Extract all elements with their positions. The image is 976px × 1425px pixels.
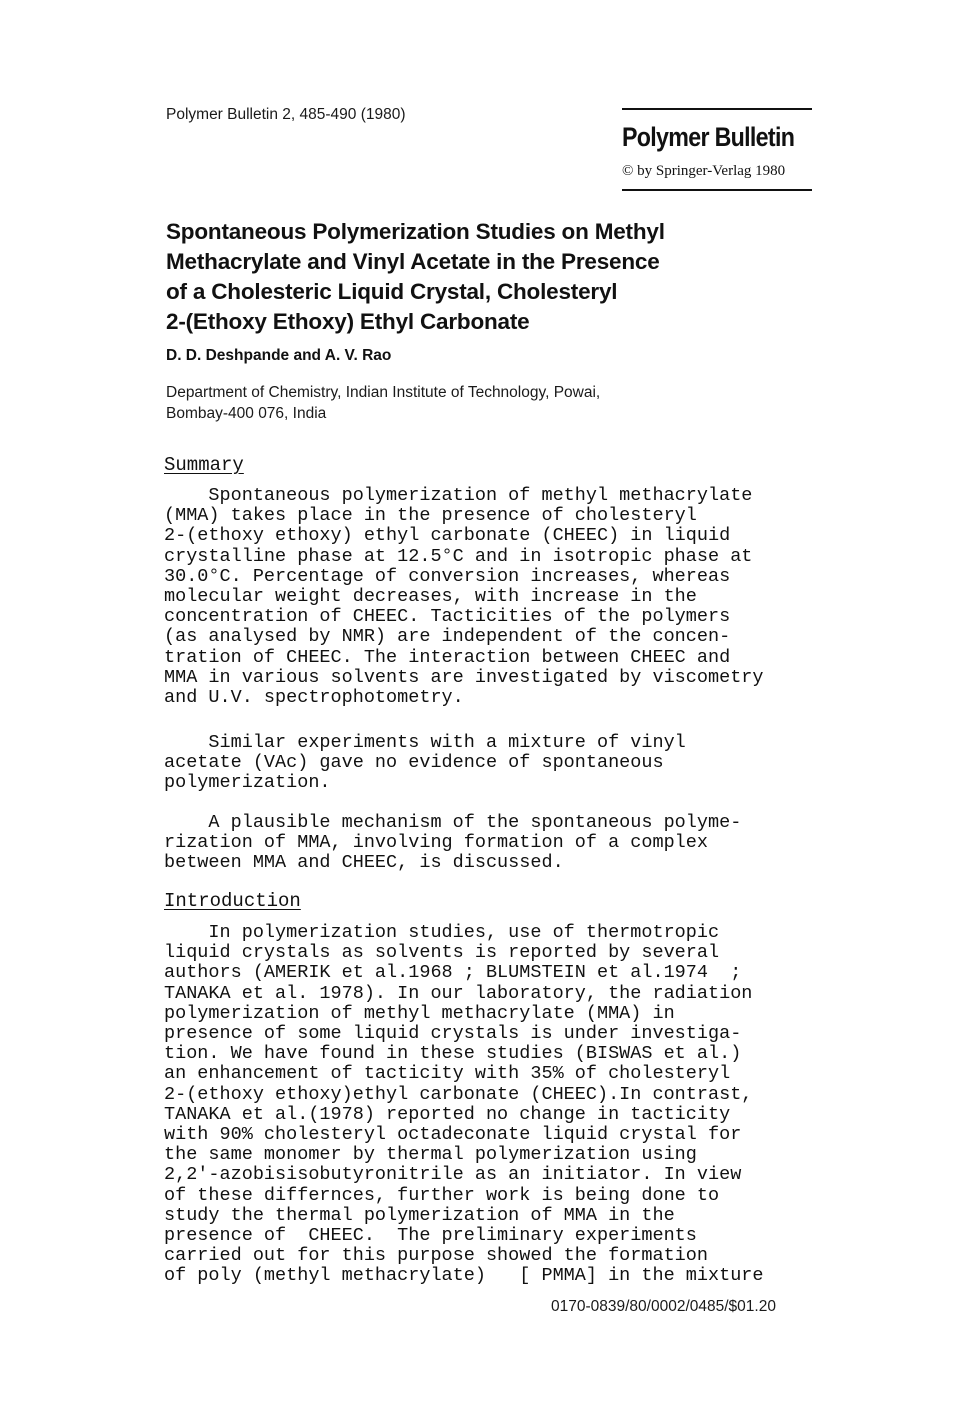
text-line: 2-(ethoxy ethoxy)ethyl carbonate (CHEEC).In contrast, [164, 1083, 753, 1105]
text-line: of poly (methyl methacrylate) [ PMMA] in the mixture [164, 1265, 764, 1287]
affiliation-line: Bombay-400 076, India [166, 405, 327, 422]
text-line: polymerization. [164, 772, 331, 794]
text-line: TANAKA et al.(1978) reported no change in tacticity [164, 1103, 731, 1125]
summary-heading: Summary [164, 454, 244, 476]
article-code: 0170-0839/80/0002/0485/$01.20 [551, 1298, 776, 1315]
author-affiliation [166, 382, 600, 424]
text-line: Similar experiments with a mixture of vinyl [164, 732, 686, 753]
summary-paragraph [164, 733, 686, 794]
text-line: authors (AMERIK et al.1968 ; BLUMSTEIN et al.1974 ; [164, 962, 742, 984]
journal-citation: Polymer Bulletin 2, 485-490 (1980) [166, 106, 406, 123]
text-line: In polymerization studies, use of thermotropic [164, 922, 720, 943]
text-line: 2,2'-azobisisobutyronitrile as an initiator. In view [164, 1164, 742, 1186]
journal-name: Polymer Bulletin [622, 122, 795, 152]
masthead-bottom-rule [622, 189, 812, 191]
text-line: rization of MMA, involving formation of a complex [164, 832, 708, 854]
text-line: 2-(ethoxy ethoxy) ethyl carbonate (CHEEC) in liquid [164, 525, 731, 547]
text-line: 30.0°C. Percentage of conversion increases, whereas [164, 565, 731, 587]
article-title [166, 217, 806, 337]
title-line: Methacrylate and Vinyl Acetate in the Presence [166, 249, 660, 274]
text-line: an enhancement of tacticity with 35% of cholesteryl [164, 1063, 731, 1085]
text-line: tion. We have found in these studies (BISWAS et al.) [164, 1043, 742, 1065]
text-line: polymerization of methyl methacrylate (MMA) in [164, 1002, 675, 1024]
text-line: tration of CHEEC. The interaction between CHEEC and [164, 646, 731, 668]
summary-paragraph [164, 486, 764, 708]
text-line: molecular weight decreases, with increase in the [164, 586, 697, 608]
title-line: of a Cholesteric Liquid Crystal, Cholesteryl [166, 279, 618, 304]
introduction-heading: Introduction [164, 890, 301, 912]
text-line: presence of some liquid crystals is under investiga- [164, 1023, 742, 1045]
text-line: TANAKA et al. 1978). In our laboratory, the radiation [164, 982, 753, 1004]
text-line: (as analysed by NMR) are independent of the concen- [164, 626, 731, 648]
text-line: between MMA and CHEEC, is discussed. [164, 852, 564, 874]
summary-paragraph [164, 813, 741, 874]
title-line: 2-(Ethoxy Ethoxy) Ethyl Carbonate [166, 309, 530, 334]
text-line: of these differnces, further work is being done to [164, 1184, 720, 1206]
introduction-paragraph [164, 923, 764, 1287]
text-line: with 90% cholesteryl octadeconate liquid crystal for [164, 1124, 742, 1146]
text-line: the same monomer by thermal polymerization using [164, 1144, 697, 1166]
text-line: and U.V. spectrophotometry. [164, 687, 464, 709]
text-line: acetate (VAc) gave no evidence of spontaneous [164, 752, 664, 774]
text-line: (MMA) takes place in the presence of cholesteryl [164, 505, 697, 527]
text-line: Spontaneous polymerization of methyl methacrylate [164, 485, 753, 506]
text-line: crystalline phase at 12.5°C and in isotropic phase at [164, 545, 753, 567]
text-line: study the thermal polymerization of MMA in the [164, 1204, 675, 1226]
text-line: MMA in various solvents are investigated by viscometry [164, 666, 764, 688]
text-line: A plausible mechanism of the spontaneous polyme- [164, 812, 742, 833]
text-line: concentration of CHEEC. Tacticities of the polymers [164, 606, 731, 628]
text-line: carried out for this purpose showed the formation [164, 1245, 708, 1267]
article-authors: D. D. Deshpande and A. V. Rao [166, 347, 392, 364]
copyright-notice: © by Springer-Verlag 1980 [622, 163, 786, 179]
text-line: presence of CHEEC. The preliminary experiments [164, 1225, 697, 1247]
text-line: liquid crystals as solvents is reported by several [164, 942, 720, 964]
journal-masthead [622, 108, 812, 191]
title-line: Spontaneous Polymerization Studies on Methyl [166, 219, 665, 244]
masthead-top-rule [622, 108, 812, 110]
affiliation-line: Department of Chemistry, Indian Institute of Technology, Powai, [166, 384, 601, 401]
